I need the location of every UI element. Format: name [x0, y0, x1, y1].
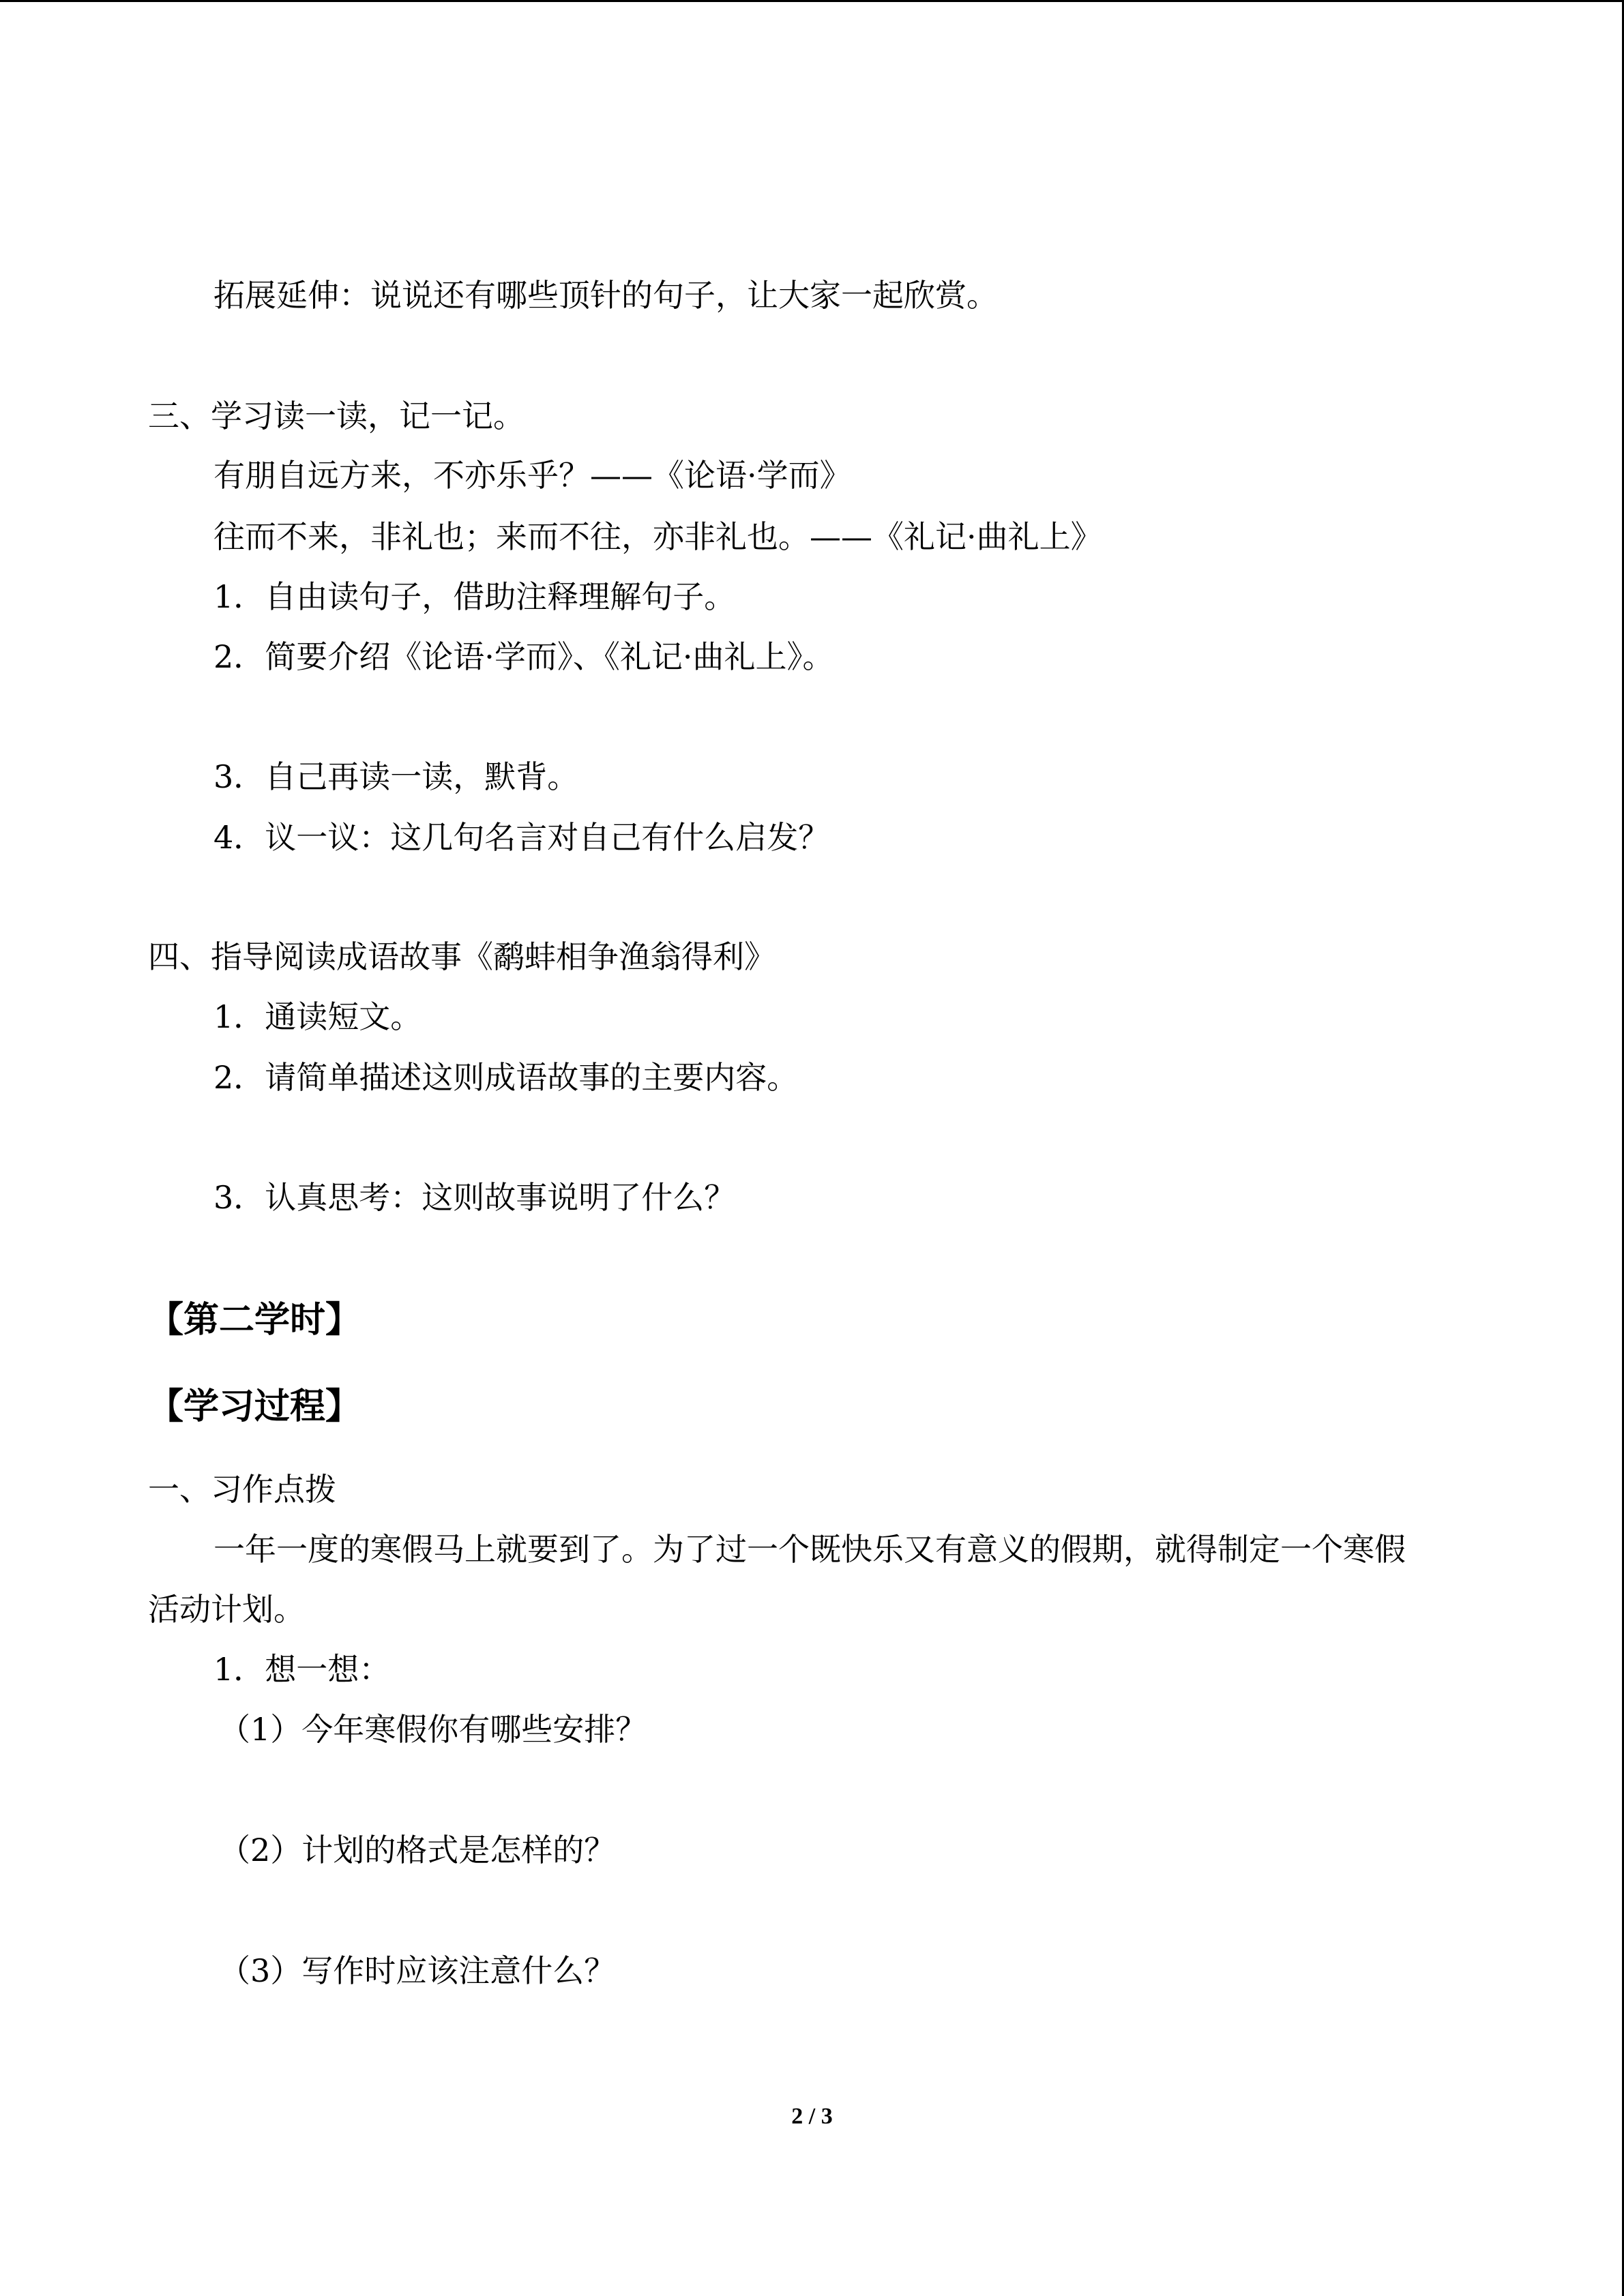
step-three-4: 4．议一议：这几句名言对自己有什么启发？	[213, 819, 830, 856]
section-three-heading: 三、学习读一读，记一记。	[148, 398, 525, 434]
writing-tips-heading: 一、习作点拨	[148, 1471, 336, 1508]
step-four-3: 3．认真思考：这则故事说明了什么？	[213, 1179, 736, 1216]
question-3: （3）写作时应该注意什么？	[219, 1952, 616, 1989]
second-period-heading: 【第二学时】	[148, 1300, 361, 1341]
learning-process-heading: 【学习过程】	[148, 1386, 361, 1427]
quote-liji: 往而不来，非礼也；来而不往，亦非礼也。——《礼记·曲礼上》	[213, 518, 1102, 555]
think-step: 1．想一想：	[213, 1651, 391, 1688]
intro-paragraph-line-2: 活动计划。	[148, 1591, 305, 1628]
step-three-2: 2．简要介绍《论语·学而》、《礼记·曲礼上》。	[213, 638, 834, 675]
extension-prompt: 拓展延伸：说说还有哪些顶针的句子，让大家一起欣赏。	[213, 277, 998, 314]
quote-lunyu: 有朋自远方来，不亦乐乎？——《论语·学而》	[213, 457, 851, 494]
step-three-1: 1．自由读句子，借助注释理解句子。	[213, 578, 736, 615]
page-number: 2 / 3	[791, 2104, 833, 2129]
intro-paragraph-line-1: 一年一度的寒假马上就要到了。为了过一个既快乐又有意义的假期，就得制定一个寒假	[213, 1531, 1406, 1568]
step-four-1: 1．通读短文。	[213, 998, 422, 1035]
question-1: （1）今年寒假你有哪些安排？	[219, 1711, 647, 1748]
step-three-3: 3．自己再读一读，默背。	[213, 758, 579, 795]
question-2: （2）计划的格式是怎样的？	[219, 1832, 616, 1868]
step-four-2: 2．请简单描述这则成语故事的主要内容。	[213, 1059, 799, 1096]
section-four-heading: 四、指导阅读成语故事《鹬蚌相争渔翁得利》	[148, 938, 776, 975]
